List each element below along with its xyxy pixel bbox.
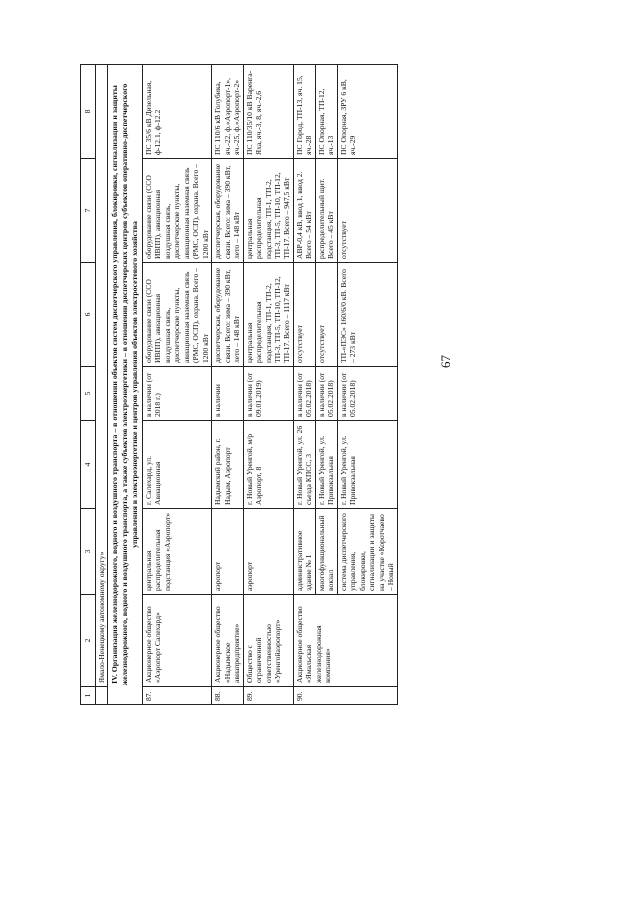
object: административное здание № 1 [293, 509, 315, 595]
row-number: 90. [293, 687, 397, 705]
col-header: 4 [81, 421, 96, 509]
feeder: ПС Опорная, ТП-12, яч.-13 [315, 65, 337, 159]
section-heading-row [108, 65, 142, 705]
continued-row [96, 65, 108, 705]
feeder: ПС 35/6 кВ Дизельная, ф-12.1, ф-12.2 [142, 65, 211, 159]
col-header: 6 [81, 263, 96, 367]
load: диспетчерская, оборудование связи. Всего: зима – 390 кВт, лето – 148 кВт [212, 159, 243, 263]
feeder: ПС 110/6 кВ Голубика, яч.-22, ф.«Аэропорт-1», яч.-25, ф.«Аэропорт-2» [212, 65, 243, 159]
status: в наличии (от 05.02.2018) [337, 367, 397, 421]
address: Надымский район, г. Надым, Аэропорт [212, 421, 243, 509]
status: в наличии [212, 367, 243, 421]
row-number: 88. [212, 687, 243, 705]
row-number: 87. [142, 687, 211, 705]
rotated-table-sheet [80, 65, 565, 705]
organization: Общество с ограниченной ответственностью «Уренгойаэропорт» [243, 595, 293, 687]
organization: Акционерное общество «Аэропорт Салехард» [142, 595, 211, 687]
feeder: ПС 110/35/10 кВ Варенга-Яха, яч.-3, 8, яч.-2,6 [243, 65, 293, 159]
feeder: ПС Город, ТП-13, яч. 15, яч.-28 [293, 65, 315, 159]
equipment: центральная распределительная подстанция, ТП-1, ТП-2, ТП-3, ТП-5, ТП-10, ТП-12, ТП-17. Всего – 1117 кВт [243, 263, 293, 367]
organization: Акционерное общество «Ямальская железнодорожная компания» [293, 595, 397, 687]
object: центральная распределительная подстанция «Аэропорт» [142, 509, 211, 595]
object: многофункциональный вокзал [315, 509, 337, 595]
object: система диспетчерского управления, блокировки, сигнализации и защиты на участке «Коротчаево – Новый [337, 509, 397, 595]
load: распределительный щит. Всего – 45 кВт [315, 159, 337, 263]
equipment: оборудование связи (ССО ИВПП), авиационная воздушная связь, диспетчерские пункты, авиационная наземная связь (РМС, ОСП), охрана. Всего – 1200 кВт [142, 263, 211, 367]
status: в наличии (от 05.02.2018) [293, 367, 315, 421]
row-number: 89. [243, 687, 293, 705]
load: отсутствует [337, 159, 397, 263]
address: г. Новый Уренгой, м/р Аэропорт, 8 [243, 421, 293, 509]
col-header: 3 [81, 509, 96, 595]
status: в наличии (от 2018 г.) [142, 367, 211, 421]
table-row [243, 65, 293, 705]
page-number: 67 [438, 355, 453, 368]
status: в наличии (от 09.01.2019) [243, 367, 293, 421]
col-header: 2 [81, 595, 96, 687]
object: аэропорт [243, 509, 293, 595]
infrastructure-table [80, 64, 398, 705]
organization: Акционерное общество «Надымское авиапредприятие» [212, 595, 243, 687]
equipment: отсутствует [315, 263, 337, 367]
address: г. Новый Уренгой, ул. Привокзальная [337, 421, 397, 509]
load: АВР-0,4 кВ, ввод 1, ввод 2. Всего – 54 кВт [293, 159, 315, 263]
status: в наличии (от 05.02.2018) [315, 367, 337, 421]
col-header: 8 [81, 65, 96, 159]
load: центральная распределительная подстанция, ТП-1, ТП-2, ТП-3, ТП-5, ТП-10, ТП-12, ТП-17. Всего – 947,5 кВт [243, 159, 293, 263]
col-header: 7 [81, 159, 96, 263]
table-row [293, 65, 315, 705]
section-title: IV. Организация железнодорожного, водного и воздушного транспорта – в отношении объектов систем диспетчерского управления, блокировки, сигнализации и защиты железнодорожного, водного и воздушного транспорта, а также субъектов электроэнергетики – в отношении диспетчерских центров субъектов оперативно-диспетчерского управления в электроэнергетике и центров управления объектов электросетевого хозяйства [108, 65, 142, 705]
col-header: 5 [81, 367, 96, 421]
column-number-row [81, 65, 96, 705]
address: г. Новый Уренгой, ул. Привокзальная [315, 421, 337, 509]
feeder: ПС Опорная, ЗРУ 6 кВ, яч.-29 [337, 65, 397, 159]
continued-text: Ямало-Ненецкому автономному округу» [96, 65, 108, 687]
table-row [212, 65, 243, 705]
address: г. Салехард, ул. Авиационная [142, 421, 211, 509]
equipment: ТП-«ПЭС» 160/6/0 кВ. Всего – 273 кВт [337, 263, 397, 367]
address: г. Новый Уренгой, ул. 26 съезда КПСС, 3 [293, 421, 315, 509]
equipment: отсутствует [293, 263, 315, 367]
equipment: диспетчерская, оборудование связи. Всего: зима – 390 кВт, лето – 148 кВт [212, 263, 243, 367]
col-header: 1 [81, 687, 96, 705]
object: аэропорт [212, 509, 243, 595]
table-row [142, 65, 211, 705]
load: оборудование связи (ССО ИВПП), авиационная воздушная связь, диспетчерские пункты, авиационная наземная связь (РМС, ОСП), охрана. Всего – 1200 кВт [142, 159, 211, 263]
